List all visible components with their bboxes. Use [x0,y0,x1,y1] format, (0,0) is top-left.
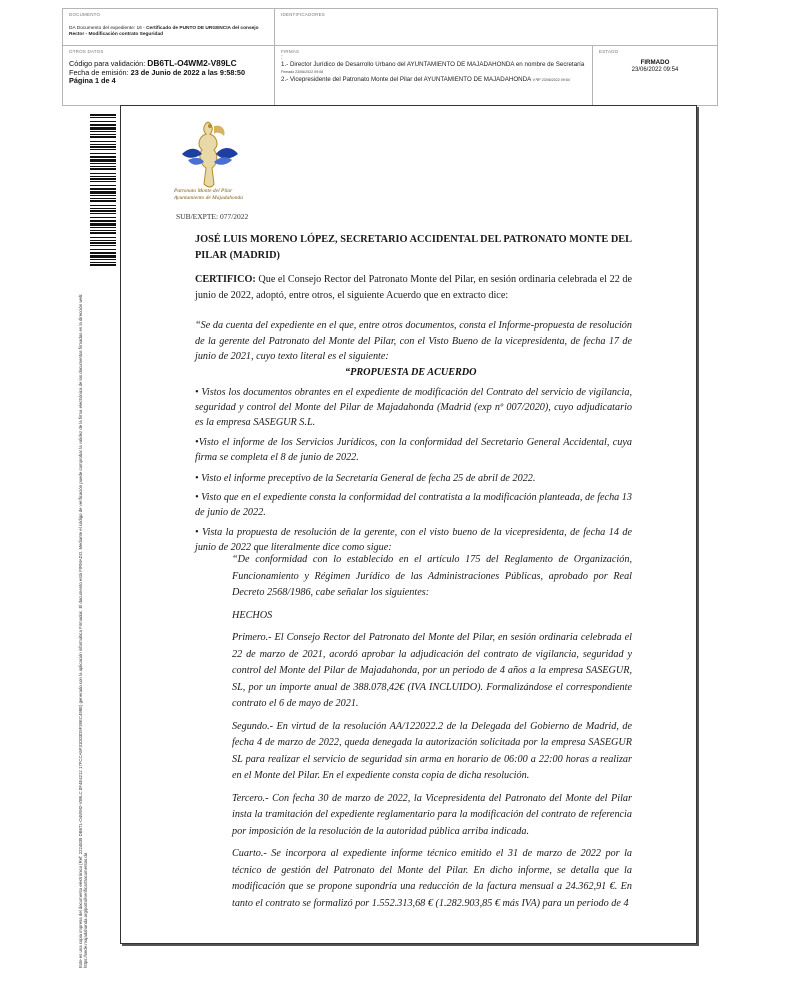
logo-caption-2: Ayuntamiento de Majadahonda [174,194,244,201]
otros-datos-label: OTROS DATOS [69,49,104,54]
visto-item: • Vista la propuesta de resolución de la gerente, con el visto bueno de la vicepresidenta, de fecha 14 de junio de 2022 que literalmente dice como sigue: [195,526,632,553]
estado-cell [593,46,717,105]
identificadores-label: IDENTIFICADORES [281,12,326,17]
hecho-item: Segundo.- En virtud de la resolución AA/122022.2 de la Delegada del Gobierno de Madrid, de fecha 4 de marzo de 2022, queda denegada la autorización solicitada por la empresa SASEGUR SL para realizar el servicio de seguridad sin arma en horario de 06:00 a 22:00 horas a realizar en el Monte del Pilar. En el expediente consta copia de dicha resolución. [232,720,632,781]
firma-1-date: Firmado 23/06/2022 09:08 [281,70,324,74]
document-header [62,8,718,106]
firma-2-text: 2.- Vicepresidente del Patronato Monte del Pilar del AYUNTAMIENTO DE MAJADAHONDA [281,76,531,83]
visto-item: • Vistos los documentos obrantes en el expediente de modificación del Contrato del servicio de vigilancia, seguridad y control del Monte del Pilar de Majadahonda (Madrid (exp nº 007/2020), cuyo adjudicatario es la empresa SASEGUR S.L. [195,387,632,429]
otros-datos-cell [63,46,275,105]
firmas-label: FIRMAS [281,49,300,54]
estado-value: FIRMADO [640,59,670,66]
firma-dots: : [281,54,283,61]
page-count: Página 1 de 4 [69,76,116,85]
firma-2-date: V.ºBº 23/06/2022 09:54 [532,78,570,82]
estado-date: 23/06/2022 09:54 [631,67,679,73]
logo-caption-1: Patronato Monte del Pilar [174,188,233,194]
propuesta-heading: “PROPUESTA DE ACUERDO [345,367,477,378]
firmas-cell [275,46,593,105]
certifico-text: Que el Consejo Rector del Patronato Monte del Pilar, en sesión ordinaria celebrada el 22 de junio de 2022, adoptó, entre otros, el siguiente Acuerdo que en extracto dice: [195,274,632,301]
emision-prefix: Fecha de emisión: [69,67,131,77]
documento-label: DOCUMENTO [69,12,101,17]
firma-1-text: 1.- Director Jurídico de Desarrollo Urbano del AYUNTAMIENTO DE MAJADAHONDA en nombre de Secretaría [281,61,585,68]
visto-item: • Visto que en el expediente consta la conformidad del contratista a la modificación planteada, de fecha 13 de junio de 2022. [195,492,632,519]
certifico-paragraph [195,272,632,303]
visto-item: • Visto el informe preceptivo de la Secretaría General de fecha 25 de abril de 2022. [195,473,536,485]
hecho-item: Primero.- El Consejo Rector del Patronato del Monte del Pilar, en sesión ordinaria celebrada el 22 de marzo de 2021, acordó aprobar la adjudicación del contrato de vigilancia, seguridad y control del Monte del Pilar de Majadahonda, por un periodo de 4 años a la empresa SASEGUR, SL, por un importe anual de 388.078,42€ (IVA INCLUIDO). Formalizándose el correspondiente contrato el 6 de mayo de 2021. [232,632,632,709]
validation-prefix: Código para validación: [69,59,148,68]
certifico-label: CERTIFICO: [195,274,256,285]
expediente-ref: SUB/EXPTE: 077/2022 [176,212,249,221]
quote-intro: “De conformidad con lo establecido en el artículo 175 del Reglamento de Organización, Funcionamiento y Régimen Jurídico de las Administraciones Públicas, aprobado por Real Decreto 2568/1986, cabe señalar los siguientes: [232,554,632,598]
firma-1 [281,61,586,76]
emision-date: 23 de Junio de 2022 a las 9:58:50 [130,67,246,77]
hecho-item: Cuarto.- Se incorpora al expediente informe técnico emitido el 31 de marzo de 2022 por la técnico de gestión del Patronato del Monte del Pilar. En dicho informe, se detalla que la modificación que se propone supondría una reducción de la factura mensual a 24.362,91 €. En tanto el contrato se formalizó por 1.552.313,68 € (1.282.903,85 € más IVA) para un periodo de 4 [232,848,632,909]
documento-description [69,26,268,38]
firma-2 [281,76,586,84]
logo-caption [174,188,264,201]
validation-info [69,59,268,86]
intro-paragraph: “Se da cuenta del expediente en el que, entre otros documentos, consta el Informe-propuesta de resolución de la gerente del Patronato del Monte del Pilar, con el Visto Bueno de la vicepresidenta, de fecha 17 de junio de 2021, cuyo texto literal es el siguiente: [195,320,632,362]
estado-label: ESTADO [599,49,619,54]
document-title: JOSÉ LUIS MORENO LÓPEZ, SECRETARIO ACCIDENTAL DEL PATRONATO MONTE DEL PILAR (MADRID) [195,234,632,261]
visto-item: •Visto el informe de los Servicios Jurídicos, con la conformidad del Secretario General Accidental, cuya firma se completa el 8 de junio de 2022. [195,436,632,463]
documento-cell [63,9,275,46]
hechos-heading: HECHOS [232,609,273,621]
verification-side-text: Este es una copia impresa del documento electrónico (Ref: 2224835 DB6TL-O4WM2-V89LC 0F4E4212 17FCCA5F31D03D9F39EC498E) generado con la aplicación informática Firmadoc. El documento está FIRMADO. Mediante el código de verificación puede comprobar la validez de la firma electrónica de los documentos firmados en la dirección web: https://sede.majadahonda.org/portal/verificarDocumentos.do [78,293,89,968]
hecho-item: Tercero.- Con fecha 30 de marzo de 2022, la Vicepresidenta del Patronato del Monte del Pilar insta la tramitación del expediente reglamentario para la modificación del contrato de referencia por imposición de la resolución de la autoridad pública arriba indicada. [232,792,632,837]
identificadores-cell [275,9,717,46]
documento-text-bold: Certificado de PUNTO DE URGENCIA del consejo Rector - Modificación contrato Seguridad [69,26,259,37]
vistos-list [195,385,632,559]
barcode-icon [90,114,116,266]
documento-text: DA Documento del expediente: 16 - [69,26,147,31]
validation-code[interactable]: DB6TL-O4WM2-V89LC [147,58,237,68]
quoted-resolution [232,552,632,918]
